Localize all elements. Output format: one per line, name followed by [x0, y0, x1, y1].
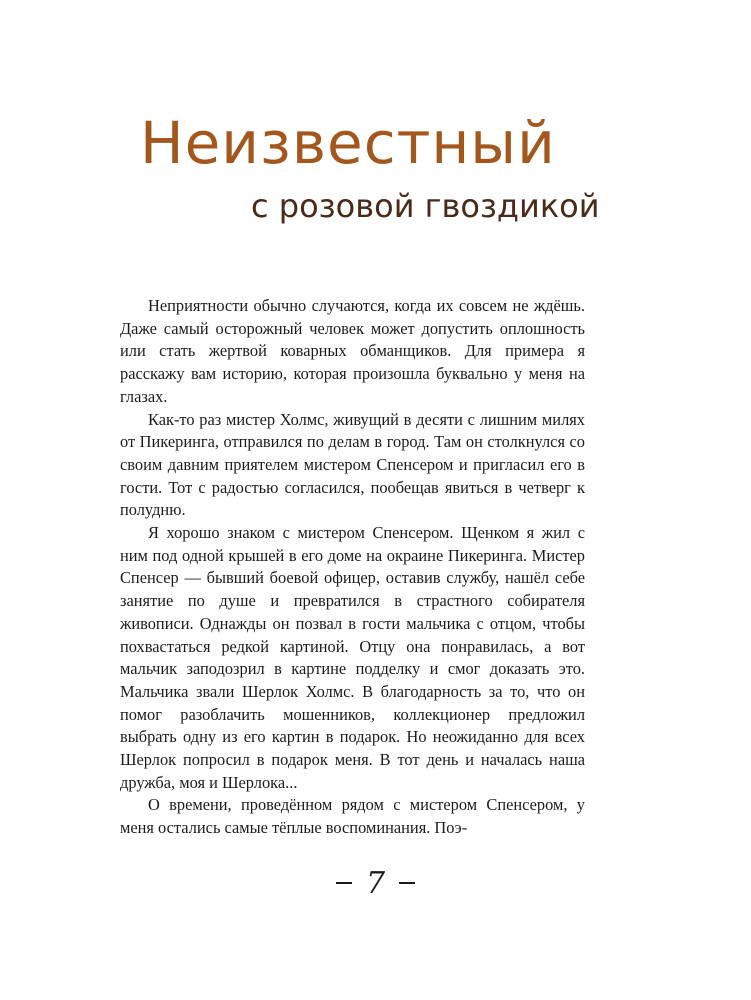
left-dash-ornament	[336, 882, 352, 884]
chapter-subtitle: с розовой гвоздикой	[251, 187, 600, 225]
paragraph-1: Неприятности обычно случаются, когда их совсем не ждёшь. Даже самый осторожный человек может допустить оплошность или стать жертвой коварных обманщиков. Для примера я расскажу вам историю, которая произошла буквально у меня на глазах.	[120, 296, 585, 406]
chapter-title: Неизвестный	[140, 109, 556, 177]
paragraph-4: О времени, проведённом рядом с мистером Спенсером, у меня остались самые тёплые воспоминания. Поэ-	[120, 795, 585, 838]
page-number-footer	[0, 864, 751, 904]
page-number: 7	[365, 866, 386, 901]
paragraph-2: Как-то раз мистер Холмс, живущий в десяти с лишним милях от Пикеринга, отправился по делам в город. Там он столкнулся со своим давним приятелем мистером Спенсером и пригласил его в гости. Тот с радостью согласился, пообещав явиться в четверг к полудню.	[120, 409, 585, 520]
paragraph-3: Я хорошо знаком с мистером Спенсером. Щенком я жил с ним под одной крышей в его доме на окраине Пикеринга. Мистер Спенсер — бывший боевой офицер, оставив службу, нашёл себе занятие по душе и превратился в страстного собирателя живописи. Однажды он позвал в гости мальчика с отцом, чтобы похвастаться редкой картиной. Отцу она понравилась, а вот мальчик заподозрил в картине подделку и смог доказать это. Мальчика звали Шерлок Холмс. В благодарность за то, что он помог разоблачить мошенников, коллекционер предложил выбрать одну из его картин в подарок. Но неожиданно для всех Шерлок попросил в подарок меня. В тот день и началась наша дружба, моя и Шерлока...	[120, 523, 585, 792]
right-dash-ornament	[399, 882, 415, 884]
chapter-body	[120, 295, 585, 840]
